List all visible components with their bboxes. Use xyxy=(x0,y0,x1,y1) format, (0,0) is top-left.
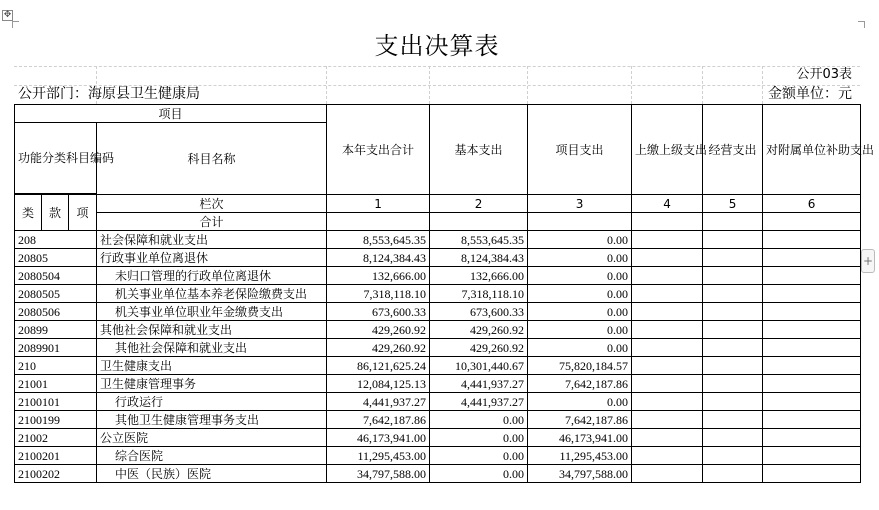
row-code: 208 xyxy=(15,231,97,249)
row-business xyxy=(703,393,763,411)
department-label: 公开部门：海原县卫生健康局 xyxy=(18,86,200,102)
row-upper xyxy=(632,303,703,321)
row-total: 7,642,187.86 xyxy=(327,411,430,429)
header-col-upper: 上缴上级支出 xyxy=(632,105,703,195)
row-code: 2080506 xyxy=(15,303,97,321)
row-business xyxy=(703,375,763,393)
row-project: 11,295,453.00 xyxy=(528,447,632,465)
row-project: 0.00 xyxy=(528,267,632,285)
row-subsidy xyxy=(763,339,861,357)
table-row xyxy=(15,321,861,339)
header-col-basic: 基本支出 xyxy=(430,105,528,195)
gridline xyxy=(326,66,327,104)
total-cell xyxy=(430,213,528,231)
row-project: 0.00 xyxy=(528,231,632,249)
row-basic: 0.00 xyxy=(430,447,528,465)
row-business xyxy=(703,339,763,357)
row-basic: 8,553,645.35 xyxy=(430,231,528,249)
row-subsidy xyxy=(763,285,861,303)
row-project: 0.00 xyxy=(528,393,632,411)
header-func-code: 功能分类科目编码 xyxy=(15,123,97,194)
table-move-handle-icon[interactable]: ✥ xyxy=(3,10,12,20)
col-num: 1 xyxy=(327,195,430,213)
row-subject-name: 其他卫生健康管理事务支出 xyxy=(97,411,327,429)
row-subject-name: 公立医院 xyxy=(97,429,327,447)
page-corner-mark xyxy=(858,21,865,28)
table-row xyxy=(15,375,861,393)
row-project: 0.00 xyxy=(528,249,632,267)
row-code: 20805 xyxy=(15,249,97,267)
gridline xyxy=(14,66,860,67)
table-row xyxy=(15,411,861,429)
row-upper xyxy=(632,465,703,483)
row-subject-name: 机关事业单位基本养老保险缴费支出 xyxy=(97,285,327,303)
gridline xyxy=(762,66,763,104)
row-upper xyxy=(632,357,703,375)
row-subsidy xyxy=(763,375,861,393)
row-project: 34,797,588.00 xyxy=(528,465,632,483)
row-upper xyxy=(632,393,703,411)
row-total: 12,084,125.13 xyxy=(327,375,430,393)
row-business xyxy=(703,267,763,285)
row-basic: 429,260.92 xyxy=(430,339,528,357)
row-basic: 4,441,937.27 xyxy=(430,375,528,393)
col-num: 6 xyxy=(763,195,861,213)
row-upper xyxy=(632,249,703,267)
row-basic: 4,441,937.27 xyxy=(430,393,528,411)
table-row xyxy=(15,249,861,267)
gridline xyxy=(429,66,430,104)
row-total: 34,797,588.00 xyxy=(327,465,430,483)
row-total: 86,121,625.24 xyxy=(327,357,430,375)
table-row xyxy=(15,465,861,483)
row-code: 210 xyxy=(15,357,97,375)
row-project: 0.00 xyxy=(528,321,632,339)
row-subject-name: 中医（民族）医院 xyxy=(97,465,327,483)
row-total: 429,260.92 xyxy=(327,321,430,339)
row-total: 132,666.00 xyxy=(327,267,430,285)
row-subject-name: 行政事业单位离退休 xyxy=(97,249,327,267)
row-subject-name: 社会保障和就业支出 xyxy=(97,231,327,249)
row-basic: 0.00 xyxy=(430,465,528,483)
row-subsidy xyxy=(763,267,861,285)
report-title: 支出决算表 xyxy=(374,32,500,60)
row-business xyxy=(703,411,763,429)
row-total: 8,553,645.35 xyxy=(327,231,430,249)
row-subject-name: 其他社会保障和就业支出 xyxy=(97,339,327,357)
total-cell xyxy=(327,213,430,231)
row-subsidy xyxy=(763,411,861,429)
header-col-project: 项目支出 xyxy=(528,105,632,195)
row-upper xyxy=(632,411,703,429)
row-subject-name: 未归口管理的行政单位离退休 xyxy=(97,267,327,285)
row-basic: 0.00 xyxy=(430,411,528,429)
row-subsidy xyxy=(763,303,861,321)
total-cell xyxy=(703,213,763,231)
row-basic: 10,301,440.67 xyxy=(430,357,528,375)
row-total: 7,318,118.10 xyxy=(327,285,430,303)
row-upper xyxy=(632,231,703,249)
row-project: 7,642,187.86 xyxy=(528,375,632,393)
editor-frame xyxy=(0,0,879,10)
header-row-5 xyxy=(15,213,861,231)
row-subsidy xyxy=(763,429,861,447)
header-row-1 xyxy=(15,105,861,123)
add-column-icon[interactable]: + xyxy=(861,249,875,273)
row-code: 2100101 xyxy=(15,393,97,411)
row-business xyxy=(703,465,763,483)
currency-unit-label: 金额单位：元 xyxy=(768,86,852,102)
table-row xyxy=(15,447,861,465)
row-code: 2089901 xyxy=(15,339,97,357)
table-row xyxy=(15,429,861,447)
row-subject-name: 机关事业单位职业年金缴费支出 xyxy=(97,303,327,321)
row-project: 0.00 xyxy=(528,285,632,303)
row-business xyxy=(703,357,763,375)
header-item: 项目 xyxy=(15,105,327,123)
col-num: 5 xyxy=(703,195,763,213)
row-project: 7,642,187.86 xyxy=(528,411,632,429)
header-col-business: 经营支出 xyxy=(703,105,763,195)
row-code: 2100202 xyxy=(15,465,97,483)
table-row xyxy=(15,231,861,249)
row-subsidy xyxy=(763,393,861,411)
row-total: 673,600.33 xyxy=(327,303,430,321)
table-row xyxy=(15,267,861,285)
col-num: 2 xyxy=(430,195,528,213)
table-row xyxy=(15,393,861,411)
table-row xyxy=(15,285,861,303)
row-upper xyxy=(632,447,703,465)
row-total: 11,295,453.00 xyxy=(327,447,430,465)
header-lei: 类 xyxy=(15,195,42,231)
row-business xyxy=(703,249,763,267)
table-row xyxy=(15,357,861,375)
expenditure-table xyxy=(14,104,875,483)
row-project: 0.00 xyxy=(528,303,632,321)
header-subject-name: 科目名称 xyxy=(97,123,327,195)
row-upper xyxy=(632,339,703,357)
page-corner-mark xyxy=(12,21,19,28)
row-basic: 429,260.92 xyxy=(430,321,528,339)
row-project: 0.00 xyxy=(528,339,632,357)
row-basic: 132,666.00 xyxy=(430,267,528,285)
row-business xyxy=(703,231,763,249)
row-subject-name: 行政运行 xyxy=(97,393,327,411)
gridline xyxy=(702,66,703,104)
row-project: 46,173,941.00 xyxy=(528,429,632,447)
total-cell xyxy=(763,213,861,231)
row-subsidy xyxy=(763,447,861,465)
table-code-note: 公开03表 xyxy=(796,67,852,82)
row-code: 21001 xyxy=(15,375,97,393)
row-code: 2100201 xyxy=(15,447,97,465)
table-row xyxy=(15,339,861,357)
row-subsidy xyxy=(763,465,861,483)
row-subsidy xyxy=(763,231,861,249)
row-code: 21002 xyxy=(15,429,97,447)
row-subject-name: 卫生健康支出 xyxy=(97,357,327,375)
header-col-total: 本年支出合计 xyxy=(327,105,430,195)
row-project: 75,820,184.57 xyxy=(528,357,632,375)
row-upper xyxy=(632,429,703,447)
row-total: 8,124,384.43 xyxy=(327,249,430,267)
row-basic: 7,318,118.10 xyxy=(430,285,528,303)
row-subsidy xyxy=(763,249,861,267)
total-cell xyxy=(632,213,703,231)
row-basic: 673,600.33 xyxy=(430,303,528,321)
header-kuan: 款 xyxy=(42,195,69,231)
col-num: 3 xyxy=(528,195,632,213)
row-upper xyxy=(632,285,703,303)
row-code: 2100199 xyxy=(15,411,97,429)
row-total: 4,441,937.27 xyxy=(327,393,430,411)
row-code: 2080504 xyxy=(15,267,97,285)
header-xiang: 项 xyxy=(69,195,97,231)
header-total: 合计 xyxy=(97,213,327,231)
row-code: 2080505 xyxy=(15,285,97,303)
row-subject-name: 卫生健康管理事务 xyxy=(97,375,327,393)
row-code: 20899 xyxy=(15,321,97,339)
row-subsidy xyxy=(763,357,861,375)
row-business xyxy=(703,285,763,303)
header-row-4 xyxy=(15,195,861,213)
gridline xyxy=(631,66,632,104)
header-col-subsidy: 对附属单位补助支出 xyxy=(763,105,861,195)
row-subject-name: 其他社会保障和就业支出 xyxy=(97,321,327,339)
row-business xyxy=(703,321,763,339)
row-upper xyxy=(632,267,703,285)
header-row-index: 栏次 xyxy=(97,195,327,213)
total-cell xyxy=(528,213,632,231)
row-business xyxy=(703,303,763,321)
row-subsidy xyxy=(763,321,861,339)
row-basic: 0.00 xyxy=(430,429,528,447)
row-subject-name: 综合医院 xyxy=(97,447,327,465)
row-total: 46,173,941.00 xyxy=(327,429,430,447)
row-upper xyxy=(632,375,703,393)
row-upper xyxy=(632,321,703,339)
row-business xyxy=(703,429,763,447)
gridline xyxy=(527,66,528,104)
row-total: 429,260.92 xyxy=(327,339,430,357)
row-business xyxy=(703,447,763,465)
row-basic: 8,124,384.43 xyxy=(430,249,528,267)
table-row xyxy=(15,303,861,321)
col-num: 4 xyxy=(632,195,703,213)
